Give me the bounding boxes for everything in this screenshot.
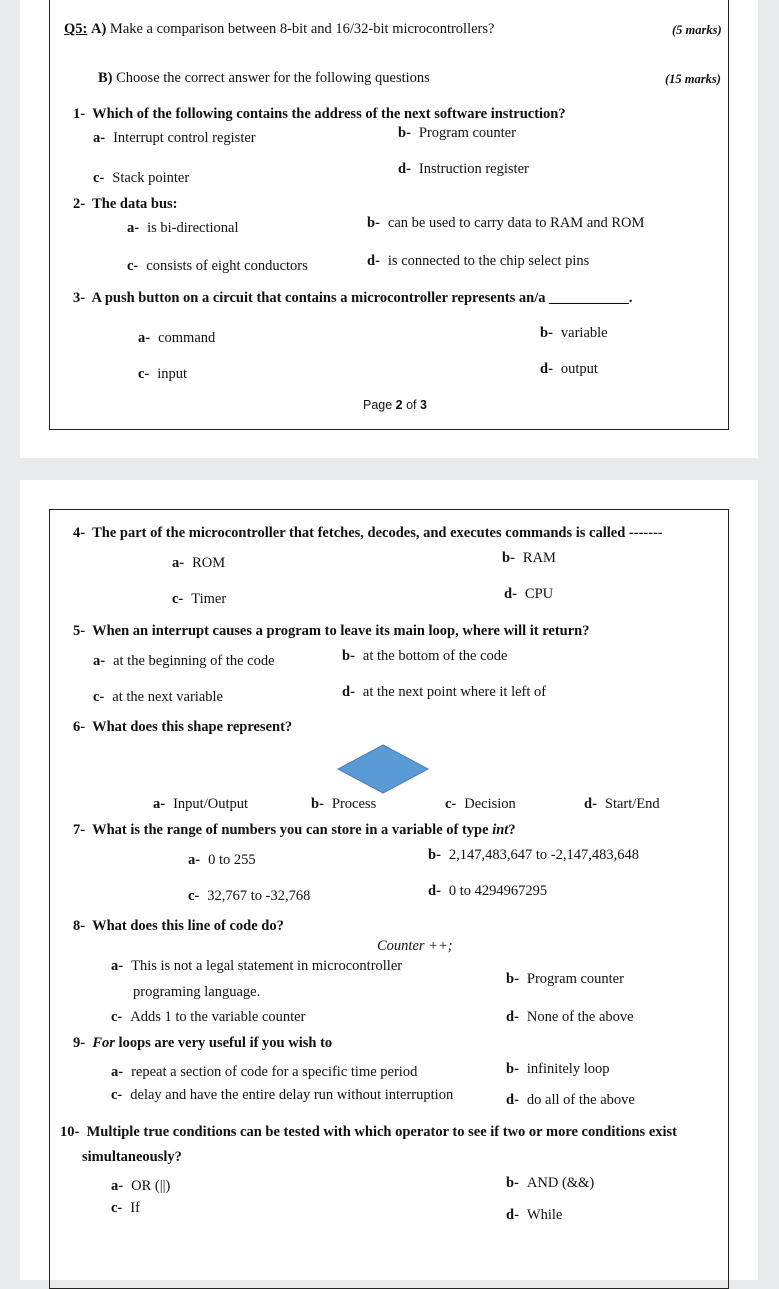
decision-diamond-shape [336, 744, 430, 794]
question-7 [73, 823, 516, 838]
option-text: command [158, 330, 216, 346]
page-middle: of [402, 398, 420, 412]
q1-option-b[interactable] [398, 126, 516, 141]
q4-option-a[interactable] [172, 556, 225, 571]
q6-option-a[interactable] [153, 797, 248, 812]
option-label: c- [111, 1200, 123, 1216]
option-text: Interrupt control register [113, 130, 256, 146]
question-text: A push button on a circuit that contains a microcontroller represents an/a ___________. [91, 290, 633, 306]
option-label: a- [111, 1064, 124, 1080]
q8-option-c[interactable] [111, 1010, 305, 1025]
option-label: c- [127, 258, 139, 274]
question-number: 5- [73, 623, 86, 639]
question-number: 8- [73, 918, 86, 934]
question-3 [73, 291, 633, 306]
q5-part-b [98, 71, 430, 86]
option-label: a- [188, 852, 201, 868]
option-label: c- [445, 796, 457, 812]
option-label: b- [506, 1175, 519, 1191]
option-label: a- [111, 958, 124, 974]
q4-option-d[interactable] [504, 587, 553, 602]
q6-option-b[interactable] [311, 797, 376, 812]
option-text: None of the above [526, 1009, 634, 1025]
q7-option-b[interactable] [428, 848, 639, 863]
q3-option-d[interactable] [540, 362, 598, 377]
question-number: 9- [73, 1035, 86, 1051]
q3-option-b[interactable] [540, 326, 608, 341]
question-number: 3- [73, 290, 86, 306]
option-text: Timer [191, 591, 227, 607]
option-text: CPU [524, 586, 554, 602]
q5-option-b[interactable] [342, 649, 507, 664]
q5-part-a-marks: (5 marks) [672, 23, 722, 37]
q10-option-a[interactable] [111, 1179, 170, 1194]
q2-option-c[interactable] [127, 259, 308, 274]
option-text: 2,147,483,647 to -2,147,483,648 [448, 847, 640, 863]
option-text: at the next point where it left of [362, 684, 547, 700]
question-8 [73, 919, 284, 934]
question-2 [73, 197, 178, 212]
option-text: Start/End [604, 796, 660, 812]
option-label: d- [342, 684, 355, 700]
q10-option-b[interactable] [506, 1176, 594, 1191]
q5-part-b-label: B) [98, 70, 113, 86]
page-prefix: Page [363, 398, 396, 412]
option-label: b- [428, 847, 441, 863]
question-keyword: For [92, 1035, 115, 1051]
option-text: 0 to 255 [208, 852, 256, 868]
question-text: Multiple true conditions can be tested with which operator to see if two or more conditions exist [86, 1124, 678, 1140]
q10-option-c[interactable] [111, 1201, 140, 1216]
option-label: a- [93, 653, 106, 669]
option-text: This is not a legal statement in microcontroller [131, 958, 403, 974]
option-text: Instruction register [418, 161, 529, 177]
option-text: 32,767 to -32,768 [207, 888, 311, 904]
option-text: consists of eight conductors [146, 258, 308, 274]
q6-option-c[interactable] [445, 797, 516, 812]
q9-option-c[interactable] [111, 1088, 453, 1103]
q10-option-d[interactable] [506, 1208, 562, 1223]
option-text: Input/Output [173, 796, 249, 812]
option-text: ROM [192, 555, 226, 571]
question-number: 7- [73, 822, 86, 838]
question-1 [73, 107, 566, 122]
option-text: OR (||) [131, 1178, 171, 1194]
q7-option-d[interactable] [428, 884, 547, 899]
q8-option-b[interactable] [506, 972, 624, 987]
question-10-cont: simultaneously? [82, 1149, 182, 1165]
q1-option-a[interactable] [93, 131, 256, 146]
option-text: Stack pointer [112, 170, 190, 186]
question-text: The part of the microcontroller that fetches, decodes, and executes commands is called ------- [92, 525, 663, 541]
code-line: Counter ++; [377, 938, 453, 954]
q2-option-b[interactable] [367, 216, 644, 231]
q4-option-c[interactable] [172, 592, 226, 607]
q1-option-d[interactable] [398, 162, 529, 177]
question-text: What does this line of code do? [92, 918, 284, 934]
q2-option-d[interactable] [367, 254, 589, 269]
q7-option-a[interactable] [188, 853, 256, 868]
q5-option-c[interactable] [93, 690, 223, 705]
question-5 [73, 624, 590, 639]
option-text: can be used to carry data to RAM and ROM [387, 215, 645, 231]
question-number: 4- [73, 525, 86, 541]
option-label: c- [138, 366, 150, 382]
option-text: Program counter [418, 125, 516, 141]
question-text: The data bus: [92, 196, 178, 212]
q5-part-a [64, 22, 494, 37]
option-label: c- [172, 591, 184, 607]
question-number: 6- [73, 719, 86, 735]
option-text: Decision [464, 796, 516, 812]
option-label: d- [398, 161, 411, 177]
option-label: d- [367, 253, 380, 269]
q8-option-a[interactable] [111, 959, 402, 974]
option-label: b- [342, 648, 355, 664]
question-number: 2- [73, 196, 86, 212]
q9-option-b[interactable] [506, 1062, 609, 1077]
option-text: While [526, 1207, 563, 1223]
option-text: at the bottom of the code [362, 648, 508, 664]
q3-option-a[interactable] [138, 331, 215, 346]
option-label: b- [398, 125, 411, 141]
option-label: b- [367, 215, 380, 231]
q5-part-a-label: A) [90, 21, 107, 37]
option-text: delay and have the entire delay run without interruption [130, 1087, 454, 1103]
q6-option-d[interactable] [584, 797, 660, 812]
option-label: a- [127, 220, 140, 236]
option-text: AND (&&) [526, 1175, 595, 1191]
option-label: d- [504, 586, 517, 602]
q1-option-c[interactable] [93, 171, 189, 186]
q9-option-a[interactable] [111, 1065, 417, 1080]
q5-number: Q5: [64, 21, 88, 37]
option-label: c- [188, 888, 200, 904]
question-9 [73, 1036, 332, 1051]
option-text: Program counter [526, 971, 624, 987]
page-total: 3 [420, 398, 427, 412]
option-label: a- [153, 796, 166, 812]
option-text: at the beginning of the code [113, 653, 275, 669]
option-text: at the next variable [112, 689, 223, 705]
option-label: b- [506, 971, 519, 987]
option-label: a- [93, 130, 106, 146]
question-number: 1- [73, 106, 86, 122]
option-label: d- [506, 1207, 519, 1223]
q5-option-a[interactable] [93, 654, 275, 669]
option-label: d- [428, 883, 441, 899]
option-label: b- [540, 325, 553, 341]
option-label: a- [111, 1178, 124, 1194]
q5-part-b-marks: (15 marks) [665, 72, 721, 86]
page-current: 2 [395, 398, 403, 412]
q5-part-b-text: Choose the correct answer for the following questions [116, 70, 430, 86]
option-label: c- [93, 689, 105, 705]
option-text: do all of the above [526, 1092, 635, 1108]
option-text: Process [331, 796, 377, 812]
option-text: is bi-directional [147, 220, 239, 236]
option-text: variable [560, 325, 608, 341]
q8-option-a-cont[interactable]: programing language. [133, 984, 261, 1000]
q2-option-a[interactable] [127, 221, 239, 236]
q3-option-c[interactable] [138, 367, 187, 382]
q9-option-d[interactable] [506, 1093, 635, 1108]
question-type: int [492, 822, 509, 838]
option-label: b- [502, 550, 515, 566]
option-label: d- [506, 1009, 519, 1025]
option-label: c- [111, 1009, 123, 1025]
q4-option-b[interactable] [502, 551, 556, 566]
option-text: repeat a section of code for a specific time period [131, 1064, 418, 1080]
option-label: d- [506, 1092, 519, 1108]
option-text: infinitely loop [526, 1061, 610, 1077]
option-text: RAM [522, 550, 556, 566]
question-text: Which of the following contains the address of the next software instruction? [92, 106, 566, 122]
option-text: input [157, 366, 188, 382]
option-text: output [560, 361, 598, 377]
q5-option-d[interactable] [342, 685, 546, 700]
option-label: d- [584, 796, 597, 812]
question-text: When an interrupt causes a program to leave its main loop, where will it return? [92, 623, 590, 639]
page-number [363, 399, 427, 412]
q8-option-d[interactable] [506, 1010, 634, 1025]
option-text: If [130, 1200, 140, 1216]
option-label: b- [506, 1061, 519, 1077]
option-label: c- [111, 1087, 123, 1103]
q5-part-a-text: Make a comparison between 8-bit and 16/32-bit microcontrollers? [109, 21, 495, 37]
question-10 [60, 1125, 677, 1140]
option-text: Adds 1 to the variable counter [130, 1009, 306, 1025]
question-text: loops are very useful if you wish to [114, 1035, 333, 1051]
option-text: 0 to 4294967295 [448, 883, 548, 899]
diamond-polygon [338, 745, 428, 793]
question-number: 10- [60, 1124, 80, 1140]
option-label: d- [540, 361, 553, 377]
question-text: What is the range of numbers you can store in a variable of type [92, 822, 493, 838]
option-label: b- [311, 796, 324, 812]
question-4 [73, 526, 663, 541]
option-label: a- [138, 330, 151, 346]
question-text: What does this shape represent? [92, 719, 293, 735]
q7-option-c[interactable] [188, 889, 310, 904]
option-text: is connected to the chip select pins [387, 253, 590, 269]
question-text-end: ? [508, 822, 516, 838]
option-label: c- [93, 170, 105, 186]
question-6 [73, 720, 292, 735]
option-label: a- [172, 555, 185, 571]
